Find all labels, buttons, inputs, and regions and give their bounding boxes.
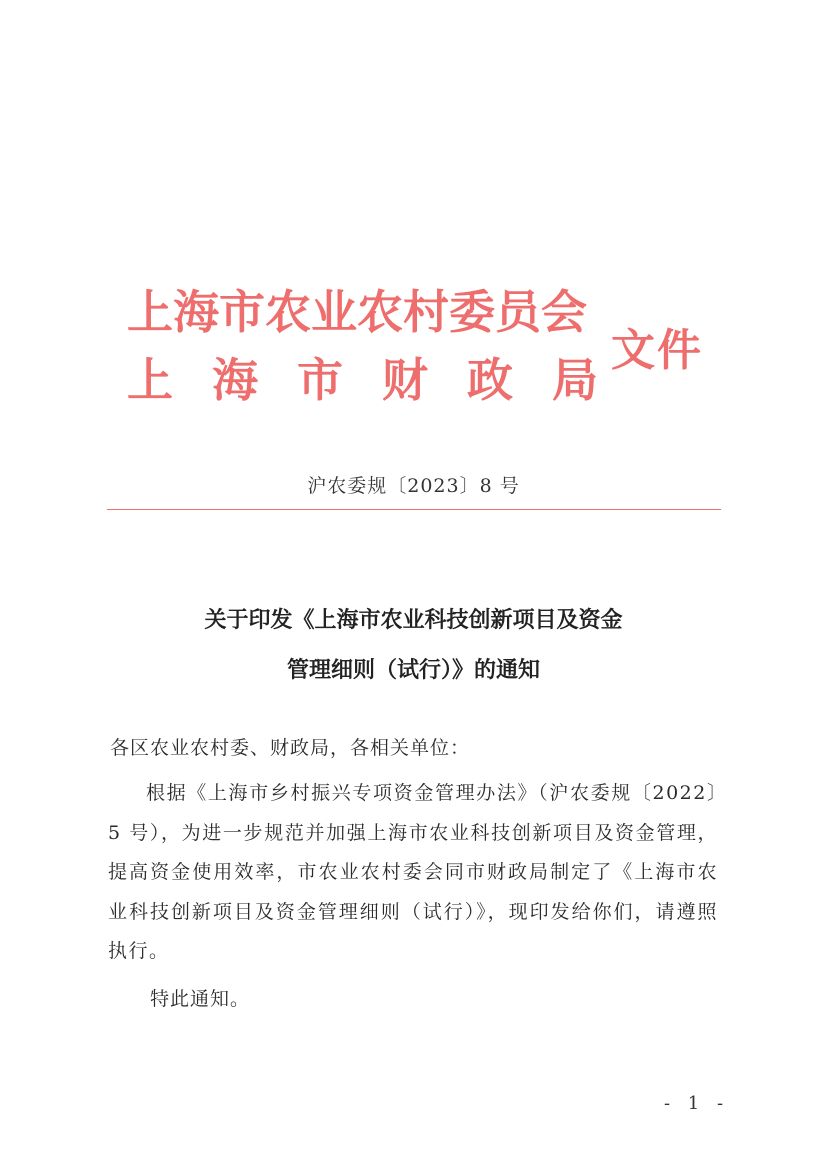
document-number: 沪农委规〔2023〕8 号 [307,475,520,497]
red-divider-line [107,509,721,510]
page-number: - 1 - [664,1093,730,1114]
document-type-label: 文件 [611,325,703,376]
issuer-name-2: 上海市财政局 [127,353,637,407]
notice-title-line-2: 管理细则（试行）》的通知 [286,658,540,683]
salutation: 各区农业农村委、财政局，各相关单位： [110,737,471,759]
closing-line: 特此通知。 [150,988,251,1010]
document-header [0,0,827,520]
issuer-name-1: 上海市农业农村委员会 [127,285,587,339]
body-paragraph: 根据《上海市乡村振兴专项资金管理办法》（沪农委规〔2022〕5 号），为进一步规范并加强上海市农业科技创新项目及资金管理，提高资金使用效率，市农业农村委会同市财政局制定了《上海市农业科技创新项目及资金管理细则（试行）》，现印发给你们，请遵照执行。 [108,782,718,962]
notice-title-line-1: 关于印发《上海市农业科技创新项目及资金 [204,608,623,633]
